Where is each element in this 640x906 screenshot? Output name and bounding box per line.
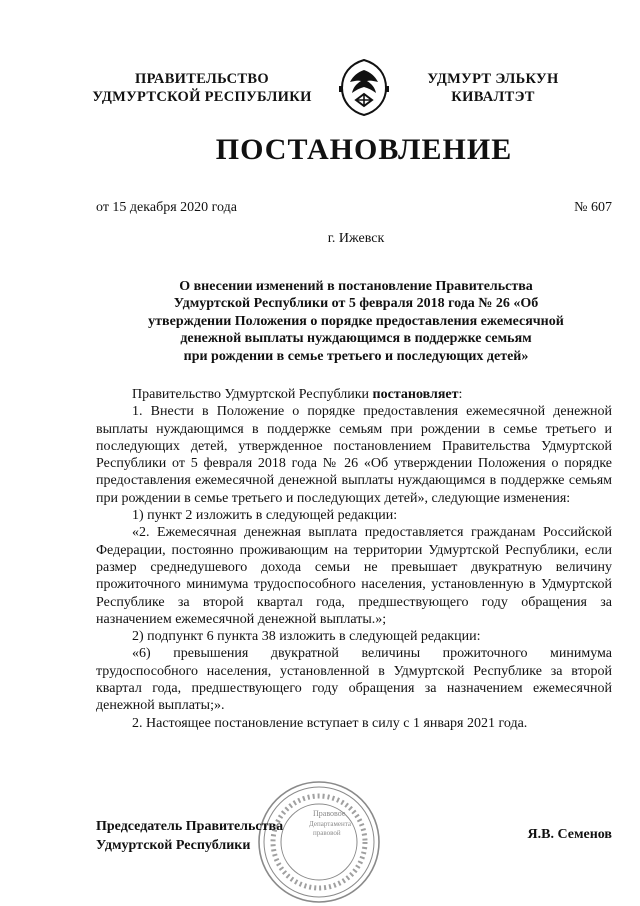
paragraph-1: 1. Внести в Положение о порядке предоставления ежемесячной денежной выплаты нуждающимся в поддержке семьям при рождении в семье третьего и последующих детей, утвержденное постановлением Правительства Удмуртской Республики от 5 февраля 2018 года № 26 «Об утверждении Положения о порядке предоставления ежемесячной денежной выплаты нуждающимся в поддержке семьям при рождении в семье третьего и последующих детей», следующие изменения:	[96, 404, 612, 506]
header-right-line1: УДМУРТ ЭЛЬКУН	[427, 71, 559, 87]
seal-text: Департамента	[309, 820, 352, 828]
document-subject	[96, 278, 616, 365]
header-left-line2: УДМУРТСКОЙ РЕСПУБЛИКИ	[92, 89, 312, 105]
header-right-line2: КИВАЛТЭТ	[451, 89, 535, 105]
paragraph-3: «2. Ежемесячная денежная выплата предоставляется гражданам Российской Федерации, постоянно проживающим на территории Удмуртской Республики, если размер среднедушевого дохода семьи не превышает двукратную величину прожиточного минимума трудоспособного населения, установленную в Удмуртской Республике за второй квартал года, предшествующего году обращения за назначением ежемесячной денежной выплаты.»;	[96, 525, 612, 627]
udmurt-coat-of-arms-icon	[334, 56, 394, 118]
subject-line: утверждении Положения о порядке предоставления ежемесячной	[148, 313, 564, 329]
signatory-position-line2: Удмуртской Республики	[96, 838, 251, 853]
signatory-position	[96, 817, 283, 855]
intro-paragraph	[96, 386, 612, 403]
document-city: г. Ижевск	[327, 231, 385, 246]
intro-keyword: постановляет	[372, 387, 459, 402]
paragraph-5: «6) превышения двукратной величины прожиточного минимума трудоспособного населения, установленной в Удмуртской Республике за второй квартал года, предшествующего году обращения за назначением ежемесячной денежной выплаты;».	[96, 646, 612, 714]
document-title: ПОСТАНОВЛЕНИЕ	[215, 133, 513, 166]
document-body	[96, 386, 612, 732]
header-left-line1: ПРАВИТЕЛЬСТВО	[135, 71, 269, 87]
signatory-name: Я.В. Семенов	[527, 827, 612, 842]
subject-line: при рождении в семье третьего и последующих детей»	[183, 348, 529, 364]
subject-line: Удмуртской Республики от 5 февраля 2018 года № 26 «Об	[173, 296, 539, 312]
intro-suffix: :	[458, 387, 463, 402]
paragraph-4: 2) подпункт 6 пункта 38 изложить в следующей редакции:	[132, 629, 481, 645]
government-name-udmurt	[418, 70, 568, 106]
paragraph-2: 1) пункт 2 изложить в следующей редакции:	[132, 508, 398, 524]
seal-text: Правовое	[313, 809, 346, 818]
document-date: от 15 декабря 2020 года	[96, 200, 237, 215]
subject-line: денежной выплаты нуждающимся в поддержке семьям	[180, 331, 532, 347]
subject-line: О внесении изменений в постановление Правительства	[179, 279, 533, 294]
signatory-position-line1: Председатель Правительства	[96, 819, 284, 834]
seal-text: правовой	[313, 829, 341, 837]
intro-prefix: Правительство Удмуртской Республики	[132, 387, 373, 402]
paragraph-6: 2. Настоящее постановление вступает в силу с 1 января 2021 года.	[132, 715, 528, 731]
document-number: № 607	[574, 200, 612, 215]
government-name-russian	[82, 70, 322, 106]
